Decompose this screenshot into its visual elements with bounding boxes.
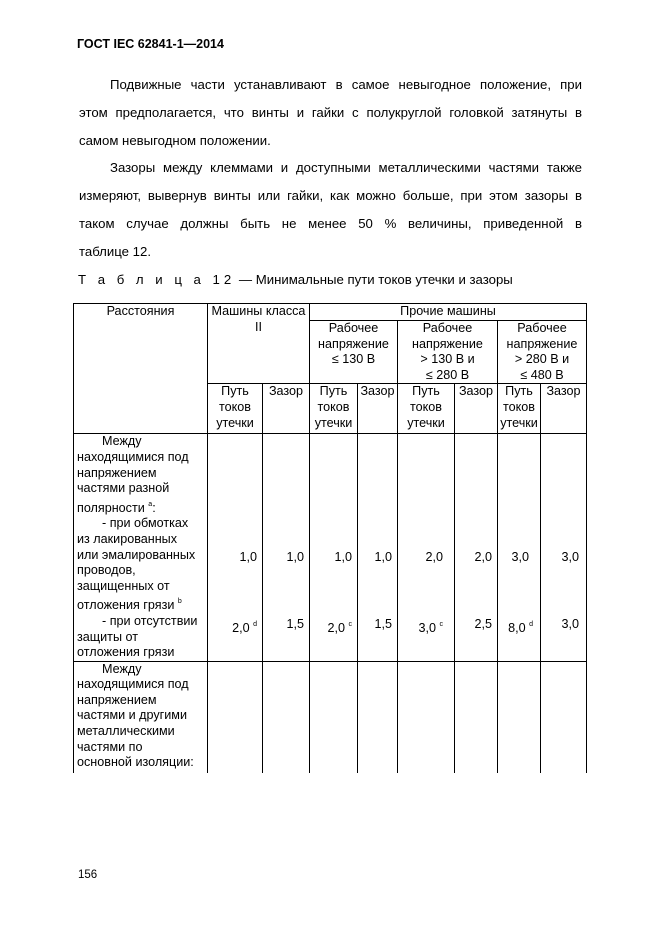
header-voltage-130: Рабочее напряжение ≤ 130 В <box>310 321 398 384</box>
subheader-clearance: Зазор <box>541 384 587 434</box>
empty-cell <box>398 661 455 773</box>
header-voltage-280: Рабочее напряжение > 130 В и ≤ 280 В <box>398 321 498 384</box>
value-cell: 1,0 1,5 <box>263 434 310 661</box>
empty-cell <box>541 661 587 773</box>
subheader-creepage: Путь токов утечки <box>208 384 263 434</box>
empty-cell <box>208 661 263 773</box>
value-cell: 3,0 3,0 <box>541 434 587 661</box>
paragraph-2 <box>79 154 582 266</box>
subheader-clearance: Зазор <box>455 384 498 434</box>
value-cell: 1,0 1,5 <box>358 434 398 661</box>
empty-cell <box>498 661 541 773</box>
header-voltage-480: Рабочее напряжение > 280 В и ≤ 480 В <box>498 321 587 384</box>
table-caption-text: — Минимальные пути токов утечки и зазоры <box>235 272 513 287</box>
paragraph-line: измеряют, вывернув винты или гайки, как можно больше, при этом зазоры в <box>79 188 582 203</box>
value-cell: 2,0 2,5 <box>455 434 498 661</box>
empty-cell <box>358 661 398 773</box>
paragraph-line: Зазоры между клеммами и доступными металлическими частями также <box>110 160 582 175</box>
subheader-creepage: Путь токов утечки <box>498 384 541 434</box>
empty-cell <box>263 661 310 773</box>
value-cell: 1,0 2,0 $^c$ <box>310 434 358 661</box>
value-cell: 1,0 2,0 $^d$ <box>208 434 263 661</box>
paragraph-line: Подвижные части устанавливают в самое невыгодное положение, при <box>110 77 582 92</box>
header-distances: Расстояния <box>74 304 208 434</box>
subheader-clearance: Зазор <box>263 384 310 434</box>
paragraph-line: таблице 12. <box>79 244 151 259</box>
paragraph-line: таком случае должны быть не менее 50 % величины, приведенной в <box>79 216 582 231</box>
subheader-clearance: Зазор <box>358 384 398 434</box>
row-label-basic-insulation: Между находящимися под напряжением частями и другими металлическими частями по основной изоляции: <box>74 661 208 773</box>
paragraph-line: этом предполагается, что винты и гайки с полукруглой головкой затянуты в <box>79 105 582 120</box>
empty-cell <box>310 661 358 773</box>
clearance-table <box>73 303 587 773</box>
document-header: ГОСТ IEC 62841-1—2014 <box>77 37 224 51</box>
empty-cell <box>455 661 498 773</box>
paragraph-line: самом невыгодном положении. <box>79 133 271 148</box>
subheader-creepage: Путь токов утечки <box>310 384 358 434</box>
header-class2: Машины класса II <box>208 304 310 384</box>
paragraph-1 <box>79 71 582 155</box>
header-other-machines: Прочие машины <box>310 304 587 321</box>
value-cell: 2,0 3,0 $^c$ <box>398 434 455 661</box>
subheader-creepage: Путь токов утечки <box>398 384 455 434</box>
table-caption <box>78 272 513 287</box>
value-cell: 3,0 8,0 $^d$ <box>498 434 541 661</box>
page-number: 156 <box>78 869 98 881</box>
table-caption-label: Т а б л и ц а 12 <box>78 272 236 287</box>
row-label-different-polarity: Между находящимися под напряжением частями разной полярности $^a$: - при обмотках из лакированных или эмалированных проводов, защищенных от отложения грязи $^b$ - при отсутствии защиты от отложения грязи <box>74 434 208 661</box>
